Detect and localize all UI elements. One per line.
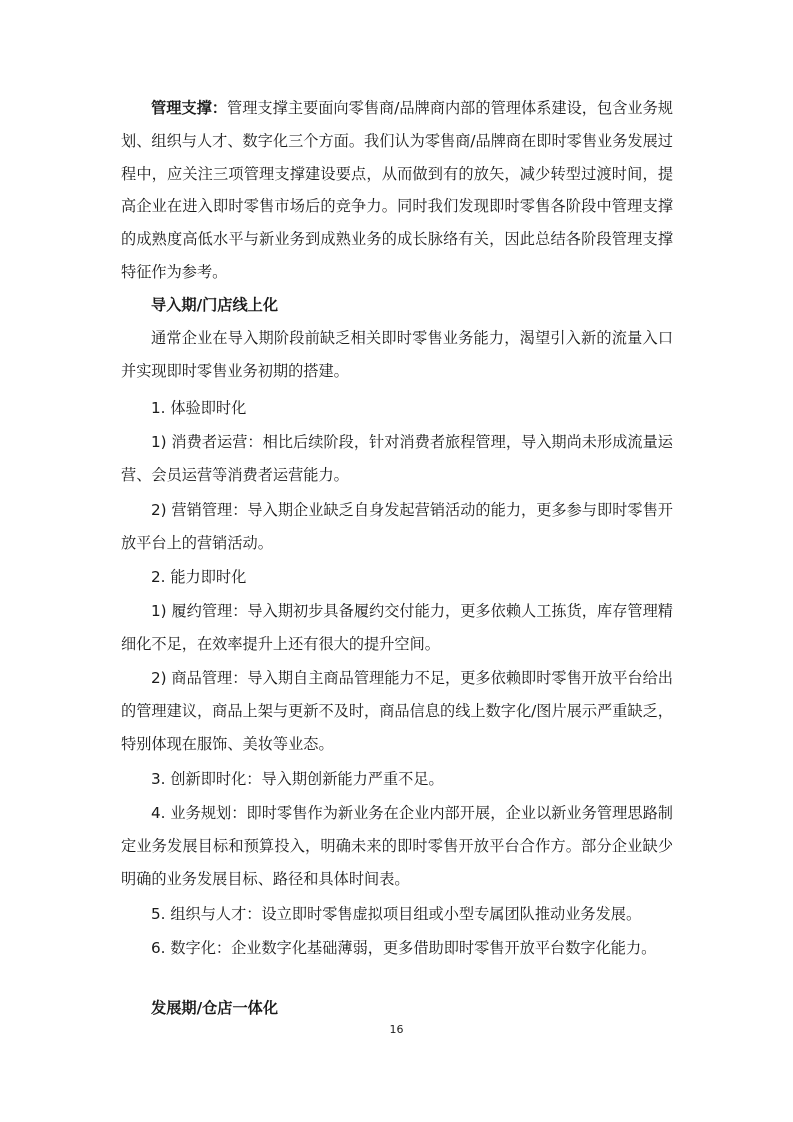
section-heading-intro-phase: 导入期/门店线上化 xyxy=(151,296,279,314)
item2-product-mgmt: 2) 商品管理：导入期自主商品管理能力不足，更多依赖即时零售开放平台给出的管理建议，商品上架与更新不及时，商品信息的线上数字化/图片展示严重缺乏，特别体现在服饰、美妆等业态。 xyxy=(121,669,673,753)
item4-business-planning: 4. 业务规划：即时零售作为新业务在企业内部开展，企业以新业务管理思路制定业务发展目标和预算投入，明确未来的即时零售开放平台合作方。部分企业缺少明确的业务发展目标、路径和具体时间表。 xyxy=(121,804,673,888)
item1-marketing: 2) 营销管理：导入期企业缺乏自身发起营销活动的能力，更多参与即时零售开放平台上的营销活动。 xyxy=(121,501,673,552)
section1-intro-paragraph: 通常企业在导入期阶段前缺乏相关即时零售业务能力，渴望引入新的流量入口并实现即时零售业务初期的搭建。 xyxy=(121,329,673,380)
item6-digitalization: 6. 数字化：企业数字化基础薄弱，更多借助即时零售开放平台数字化能力。 xyxy=(151,939,657,957)
item1-title: 1. 体验即时化 xyxy=(151,399,247,417)
page-number: 16 xyxy=(389,1023,404,1036)
intro-label: 管理支撑： xyxy=(151,99,228,117)
item5-org-talent: 5. 组织与人才：设立即时零售虚拟项目组或小型专属团队推动业务发展。 xyxy=(151,905,642,923)
section-heading-growth-phase: 发展期/仓店一体化 xyxy=(151,999,279,1017)
intro-paragraph xyxy=(121,92,673,289)
item2-fulfillment: 1) 履约管理：导入期初步具备履约交付能力，更多依赖人工拣货，库存管理精细化不足，在效率提升上还有很大的提升空间。 xyxy=(121,602,673,653)
item1-consumer-ops: 1) 消费者运营：相比后续阶段，针对消费者旅程管理，导入期尚未形成流量运营、会员运营等消费者运营能力。 xyxy=(121,433,673,484)
intro-text: 管理支撑主要面向零售商/品牌商内部的管理体系建设，包含业务规划、组织与人才、数字化三个方面。我们认为零售商/品牌商在即时零售业务发展过程中，应关注三项管理支撑建设要点，从而做到有的放矢，减少转型过渡时间，提高企业在进入即时零售市场后的竞争力。同时我们发现即时零售各阶段中管理支撑的成熟度高低水平与新业务到成熟业务的成长脉络有关，因此总结各阶段管理支撑特征作为参考。 xyxy=(121,99,673,281)
item2-title: 2. 能力即时化 xyxy=(151,568,247,586)
item3-innovation: 3. 创新即时化：导入期创新能力严重不足。 xyxy=(151,770,444,788)
